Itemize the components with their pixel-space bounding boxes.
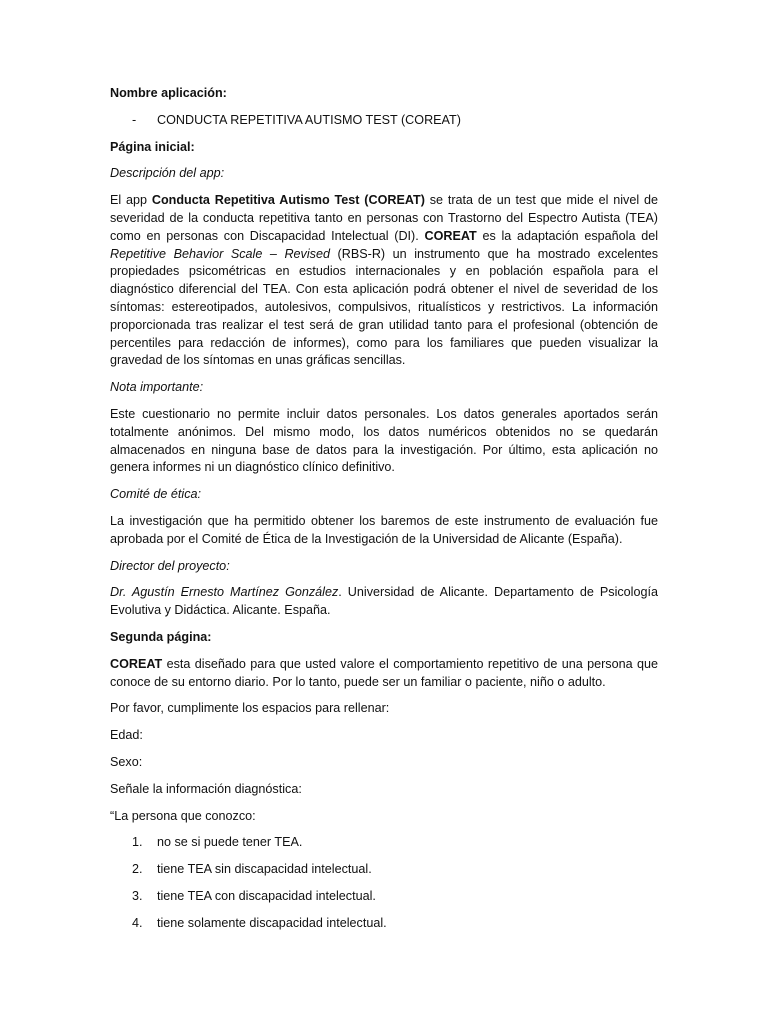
diagnostic-option [110,915,658,933]
diagnostic-options [110,834,658,932]
diagnostic-prompt: Señale la información diagnóstica: [110,781,302,796]
quote-intro: “La persona que conozco: [110,808,256,823]
fill-prompt: Por favor, cumplimente los espacios para rellenar: [110,701,390,716]
option-text: tiene TEA con discapacidad intelectual. [157,888,376,903]
description-paragraph: El app Conducta Repetitiva Autismo Test (COREAT) se trata de un test que mide el nivel de severidad de la conducta repetitiva tanto en personas con Trastorno del Espectro Autista (TEA) como en personas con Discapacidad Intelectual (DI). COREAT es la adaptación española del Repetitive Behavior Scale – Revised (RBS-R) un instrumento que ha mostrado excelentes propiedades psicométricas en estudios internacionales y en población española para el diagnóstico diferencial del TEA. Con esta aplicación podrá obtener el nivel de severidad de los síntomas: estereotipados, autolesivos, compulsivos, ritualísticos y restrictivos. La información proporcionada tras realizar el test será de gran utilidad tanto para el profesional (obtención de percentiles para redacción de informes), como para los familiares que pueden visualizar la gravedad de los síntomas en unas gráficas sencillas. [110,193,658,368]
director-heading: Director del proyecto: [110,558,230,573]
option-text: tiene TEA sin discapacidad intelectual. [157,862,372,877]
director-paragraph: Dr. Agustín Ernesto Martínez González. Universidad de Alicante. Departamento de Psicología Evolutiva y Didáctica. Alicante. España. [110,585,658,618]
diagnostic-option [110,888,658,906]
dash-bullet: - [132,112,137,127]
diagnostic-option [110,834,658,852]
option-number: 2. [132,862,143,877]
second-page-heading: Segunda página: [110,629,212,644]
option-number: 3. [132,888,143,903]
rbs-r-title: Repetitive Behavior Scale – Revised [110,246,330,261]
age-label: Edad: [110,728,143,743]
sex-label: Sexo: [110,754,143,769]
note-paragraph: Este cuestionario no permite incluir datos personales. Los datos generales aportados serán totalmente anónimos. Del mismo modo, los datos numéricos obtenidos no se quedarán almacenados en ninguna base de datos para la investigación. Por último, esta aplicación no genera informes ni un diagnóstico clínico definitivo. [110,406,658,475]
app-name-item [110,112,658,130]
option-number: 1. [132,835,143,850]
note-heading: Nota importante: [110,380,204,395]
coreat-acronym: COREAT [424,228,477,243]
description-heading: Descripción del app: [110,166,225,181]
director-name: Dr. Agustín Ernesto Martínez González [110,585,339,600]
option-text: tiene solamente discapacidad intelectual. [157,915,387,930]
ethics-heading: Comité de ética: [110,487,201,502]
option-number: 4. [132,915,143,930]
app-name-value: CONDUCTA REPETITIVA AUTISMO TEST (COREAT) [157,112,461,127]
diagnostic-option [110,861,658,879]
second-page-intro: COREAT esta diseñado para que usted valore el comportamiento repetitivo de una persona que conoce de su entorno diario. Por lo tanto, puede ser un familiar o paciente, niño o adulto. [110,656,658,689]
option-text: no se si puede tener TEA. [157,835,303,850]
ethics-paragraph: La investigación que ha permitido obtener los baremos de este instrumento de evaluación fue aprobada por el Comité de Ética de la Investigación de la Universidad de Alicante (España). [110,513,658,546]
app-name-heading: Nombre aplicación: [110,86,227,100]
document-page [110,85,658,941]
coreat-acronym-2: COREAT [110,656,163,671]
app-full-name: Conducta Repetitiva Autismo Test (COREAT) [151,193,425,208]
home-page-heading: Página inicial: [110,139,195,154]
